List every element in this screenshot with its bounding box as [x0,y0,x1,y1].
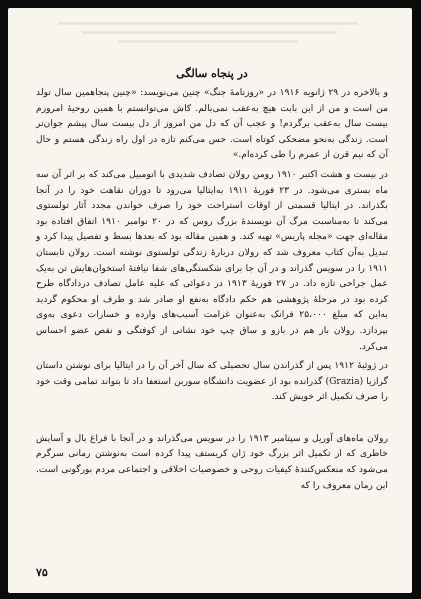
page-text [36,66,388,493]
paragraph: در ژوئیهٔ ۱۹۱۲ پس از گذراندن سال تحصیلی که سال آخر آن را در ایتالیا برای نوشتن داستان گرازیا (Grazia) گذرانده بود از عضویت دانشگاه سوربن استعفا داد تا بتواند تمامی وقت خود را صرف تکمیل اثر خویش کند. [36,360,389,403]
bleed-through-text [58,16,358,70]
paragraph: و بالاخره در ۲۹ ژانویه ۱۹۱۶ در «روزنامهٔ جنگ» چنین می‌نویسد: «چنین پنجاهمین سال تولد من است و من از این بابت هیچ به‌عقب نمی‌بالم. کاش می‌توانستم با همین روحیهٔ امروزم بیست سال به‌عقب برگردم! و عجب آن که دل من امروز از دل بیست سال پیشم جوان‌تر است. زندگی به‌نحو مضحکی کوتاه است. حس می‌کنم تازه در اول راه زندگی هستم و حال آن که نیم قرن از عمرم را طی کرده‌ام.» [36,87,388,161]
page-number: ۷۵ [36,566,48,579]
paragraph: رولان ماه‌های آوریل و سپتامبر ۱۹۱۳ را در سویس می‌گذراند و در آنجا با فراغ بال و آسایش خاطری که از تکمیل اثر بزرگ خود ژان کریستف پیدا کرده است به‌نوشتن رمانی سرگرم می‌شود که منعکس‌کنندهٔ کیفیات روحی و خصوصیات اخلاقی و اجتماعی مردم بورگونی است. این رمان معروف را که [36,432,389,491]
section-heading: در پنجاه سالگی [176,67,248,80]
book-page [8,8,412,593]
paragraph: در بیست و هشت اکتبر ۱۹۱۰ رومن رولان تصادف شدیدی با اتومبیل می‌کند که بر اثر آن سه ماه بستری می‌شود. در ۲۳ فوریهٔ ۱۹۱۱ به‌ایتالیا می‌رود تا دوران نقاهت خود را در آنجا بگذراند. در ایتالیا قسمتی از اوقات استراحت خود را صرف خواندن مجدد آثار تولستوی می‌کند تا به‌مناسبت مرگ آن نویسندهٔ بزرگ روس که در ۲۰ نوامبر ۱۹۱۰ اتفاق افتاده بود مقاله‌ای جهت «مجله پاریس» تهیه کند. و همین مقاله بود که بعدها بسط و تفصیل پیدا کرد و تبدیل به‌آن کتاب معروف شد که رولان دربارهٔ زندگی تولستوی نوشته است. رولان تابستان ۱۹۱۱ را در سویس گذراند و در آن جا برای شکستگی‌های شفا نیافتهٔ استخوان‌هایش تن به‌یک عمل جراحی تازه داد. در ۲۷ فوریهٔ ۱۹۱۳ در دعوائی که علیه عامل تصادف دردادگاه طرح کرده بود در مرحلهٔ پژوهشی هم حکم دادگاه به‌نفع او صادر شد و طرف او محکوم گردید به‌این که مبلغ ۲۵،۰۰۰ فرانک به‌عنوان غرامت آسیب‌های وارده و خسارات دعوی به‌وی بپردازد. رولان باز هم در بازو و ساق چپ خود نشانی از کوفتگی و نقص عضو احساس می‌کرد. [36,168,389,352]
